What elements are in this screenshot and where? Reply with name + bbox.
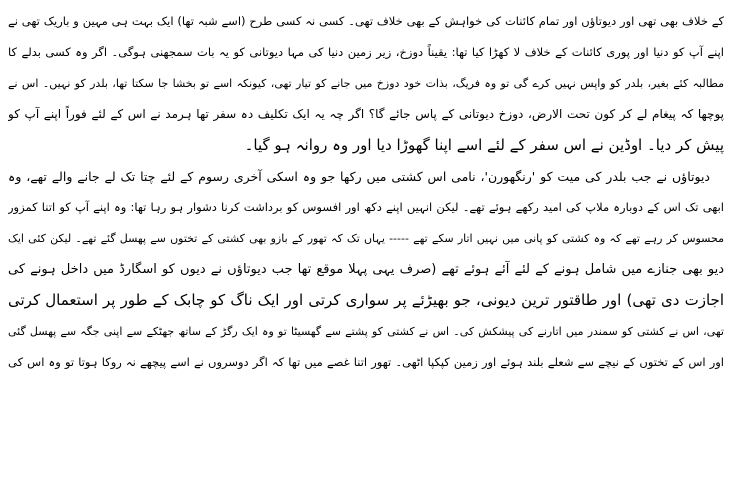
text-line: محسوس کر رہے تھے کہ وہ کشتی کو پانی میں نہیں اتار سکے تھے ----- یہاں تک کہ تھور کے بازو بھی کشتی کے تختوں سے پھسل گئے تھے۔ لیکن کئی ایک <box>8 232 724 245</box>
text-line: تھی، اس نے کشتی کو سمندر میں اتارنے کی پیشکش کی۔ اس نے کشتی کو پشتے سے گھسیٹا تو وہ ایک رگڑ کے ساتھ جھٹکے سے اپنی جگہ سے پھسل گئی <box>8 325 724 338</box>
text-line: پوچھا کہ پیغام لے کر کون تحت الارض، دوزخ دیوتانی کے پاس جائے گا؟ اگر چہ یہ ایک تکلیف دہ سفر تھا ہرمد نے اس کے لئے فوراً اپنے آپ کو <box>8 107 724 121</box>
text-line: مطالبہ کئے بغیر، بلدر کو واپس نہیں کرے گی تو وہ فریگ، بذات خود دوزخ میں جانے کو تیار تھی، کیونکہ اسے تو بخشا جا سکتا تھا، بلدر کو نہیں۔ اس نے <box>8 77 724 90</box>
text-line: اور اس کے تختوں کے نیچے سے شعلے بلند ہوئے اور زمین کپکپا اٹھی۔ تھور اتنا غصے میں تھا کہ اگر دوسروں نے اسے پیچھے نہ روکا ہوتا تو وہ اس کی <box>8 355 724 369</box>
text-line: پیش کر دیا۔ اوڈین نے اس سفر کے لئے اسے اپنا گھوڑا دیا اور وہ روانہ ہو گیا۔ <box>244 136 724 154</box>
text-line: کے خلاف بھی تھی اور دیوتاؤں اور تمام کائنات کی خواہش کے بھی خلاف تھی۔ کسی نہ کسی طرح (اسے شبہ تھا) ایک بہت ہی مہین و باریک تھی نے <box>8 14 724 28</box>
text-line: ابھی تک اس کے دوبارہ ملاپ کی امید رکھے ہوئے تھے۔ لیکن انہیں اپنے دکھ اور افسوس کو برداشت کرنا دشوار ہو رہا تھا: وہ اپنے آپ کو اتنا کمزور <box>8 200 724 214</box>
text-line: دیوتاؤں نے جب بلدر کی میت کو 'رنگھورن'، نامی اس کشتی میں رکھا جو وہ اسکی آخری رسوم کے لئے چتا تک لے جانے والے تھے، وہ <box>8 169 710 184</box>
text-line: دیو بھی جنازے میں شامل ہونے کے لئے آئے ہوئے تھے (صرف یہی پہلا موقع تھا جب دیوتاؤں نے دیوں کو اسگارڈ میں داخل ہونے کی <box>8 262 724 277</box>
text-line: اجازت دی تھی) اور طاقتور ترین دیونی، جو بھیڑئے پر سواری کرتی اور ایک ناگ کو چابک کے طور پر استعمال کرتی <box>8 291 724 309</box>
text-line: اپنے آپ کو دنیا اور پوری کائنات کے خلاف لا کھڑا کیا تھا: یقیناً دوزخ، زیر زمین دنیا کی مہا دیوتانی کو یہ بات سمجھنی ہوگی۔ اگر وہ کسی بدلے کا <box>8 45 724 59</box>
